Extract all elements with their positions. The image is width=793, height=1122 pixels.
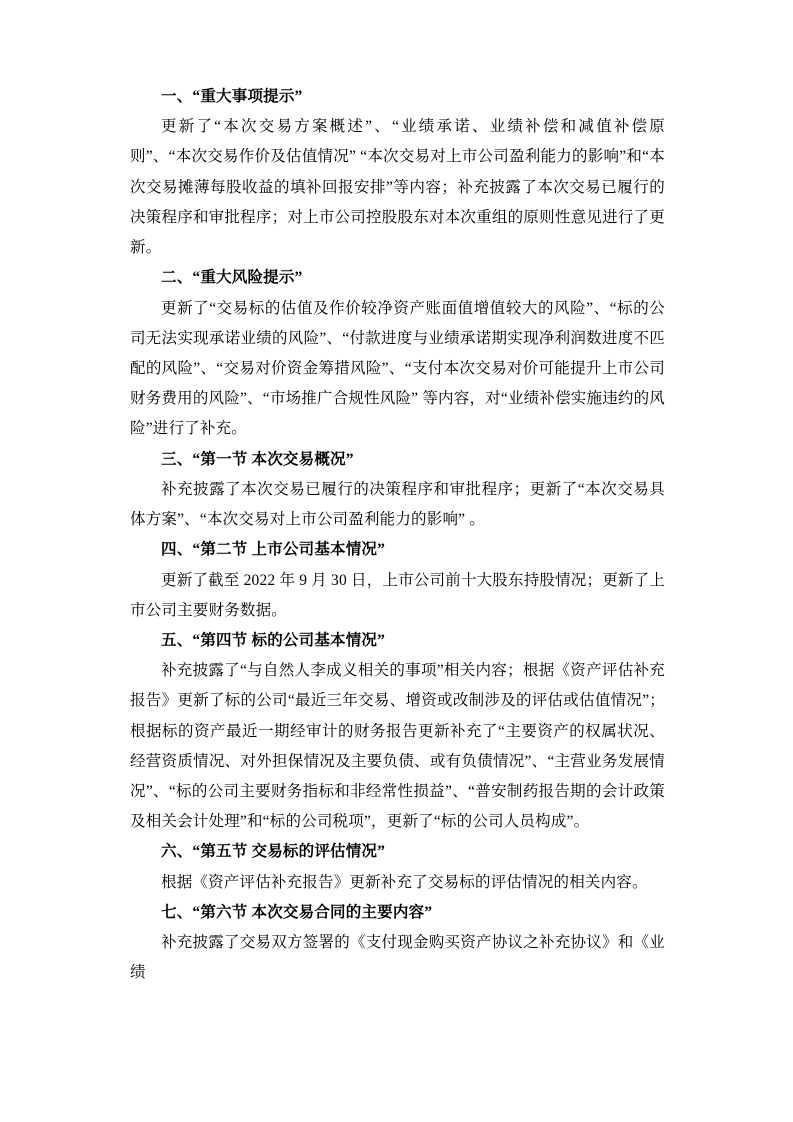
section-paragraph: 补充披露了交易双方签署的《支付现金购买资产协议之补充协议》和《业绩 — [130, 934, 665, 982]
section-heading: 五、“第四节 标的公司基本情况” — [161, 631, 386, 649]
section-paragraph: 根据《资产评估补充报告》更新补充了交易标的评估情况的相关内容。 — [161, 873, 648, 891]
document-section — [130, 837, 665, 897]
document-section — [130, 82, 665, 263]
section-paragraph: 更新了“本次交易方案概述”、“业绩承诺、业绩补偿和减值补偿原则”、“本次交易作价及估值情况” “本次交易对上市公司盈利能力的影响”和“本次交易摊薄每股收益的填补回报安排”等内容；补充披露了本次交易已履行的决策程序和审批程序；对上市公司控股股东对本次重组的原则性意见进行了更新。 — [130, 118, 665, 257]
section-heading: 四、“第二节 上市公司基本情况” — [161, 541, 386, 559]
section-heading: 二、“重大风险提示” — [161, 269, 303, 287]
section-paragraph: 补充披露了“与自然人李成义相关的事项”相关内容；根据《资产评估补充报告》更新了标的公司“最近三年交易、增资或改制涉及的评估或估值情况”；根据标的资产最近一期经审计的财务报告更新补充了“主要资产的权属状况、经营资质情况、对外担保情况及主要负债、或有负债情况”、“主营业务发展情况”、“标的公司主要财务指标和非经常性损益”、“普安制药报告期的会计政策及相关会计处理”和“标的公司税项”，更新了“标的公司人员构成”。 — [130, 662, 665, 831]
section-heading: 一、“重大事项提示” — [161, 88, 303, 105]
section-heading: 七、“第六节 本次交易合同的主要内容” — [161, 903, 433, 921]
document-section — [130, 263, 665, 444]
document-section — [130, 898, 665, 989]
document-body — [130, 82, 665, 989]
document-section — [130, 626, 665, 838]
document-section — [130, 445, 665, 536]
section-heading: 六、“第五节 交易标的评估情况” — [161, 843, 386, 861]
document-section — [130, 535, 665, 626]
section-heading: 三、“第一节 本次交易概况” — [161, 450, 354, 468]
section-paragraph: 补充披露了本次交易已履行的决策程序和审批程序；更新了“本次交易具体方案”、“本次交易对上市公司盈利能力的影响” 。 — [130, 480, 665, 529]
section-paragraph: 更新了截至 2022 年 9 月 30 日，上市公司前十大股东持股情况；更新了上市公司主要财务数据。 — [130, 571, 666, 619]
section-paragraph: 更新了“交易标的估值及作价较净资产账面值增值较大的风险”、“标的公司无法实现承诺业绩的风险”、“付款进度与业绩承诺期实现净利润数进度不匹配的风险”、“交易对价资金筹措风险”、“支付本次交易对价可能提升上市公司财务费用的风险”、“市场推广合规性风险” 等内容，对“业绩补偿实施违约的风险”进行了补充。 — [130, 299, 665, 438]
